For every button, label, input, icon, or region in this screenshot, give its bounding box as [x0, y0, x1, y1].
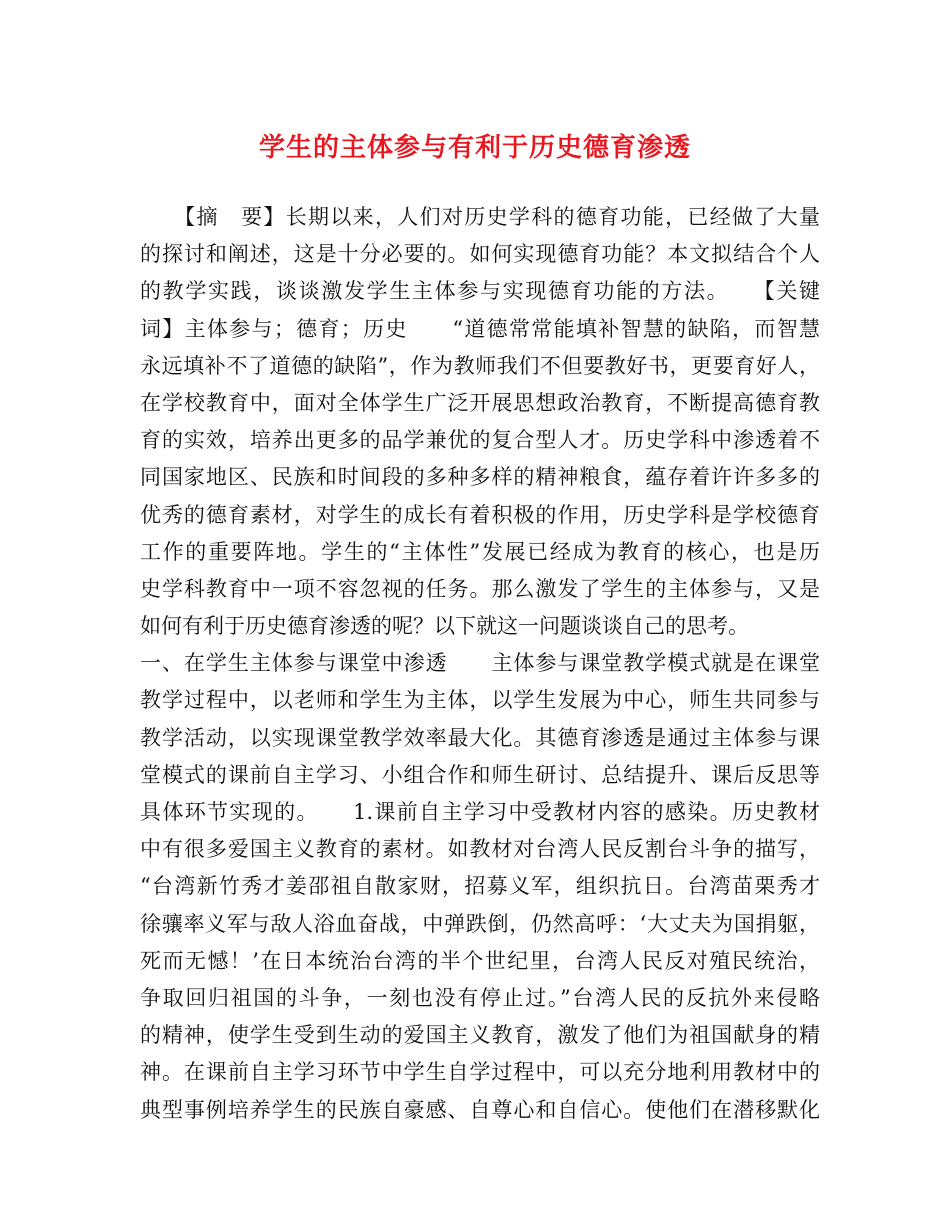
- body-line: 词】主体参与；德育；历史 “道德常常能填补智慧的缺陷，而智慧: [140, 316, 820, 341]
- document-body: [140, 199, 820, 1129]
- body-line: 教学过程中，以老师和学生为主体，以学生发展为中心，师生共同参与: [140, 688, 820, 713]
- body-line: 典型事例培养学生的民族自豪感、自尊心和自信心。使他们在潜移默化: [140, 1097, 820, 1122]
- body-line: 的精神，使学生受到生动的爱国主义教育，激发了他们为祖国献身的精: [140, 1023, 820, 1048]
- body-line: 永远填补不了道德的缺陷”，作为教师我们不但要教好书，更要育好人，: [140, 353, 820, 378]
- body-line: “台湾新竹秀才姜邵祖自散家财，招募义军，组织抗日。台湾苗栗秀才: [140, 874, 820, 899]
- body-line: 的探讨和阐述，这是十分必要的。如何实现德育功能？本文拟结合个人: [140, 242, 820, 267]
- body-line: 在学校教育中，面对全体学生广泛开展思想政治教育，不断提高德育教: [140, 390, 820, 415]
- body-line: 中有很多爱国主义教育的素材。如教材对台湾人民反割台斗争的描写，: [140, 837, 820, 862]
- body-line: 堂模式的课前自主学习、小组合作和师生研讨、总结提升、课后反思等: [140, 762, 820, 787]
- document-title: 学生的主体参与有利于历史德育渗透: [258, 133, 691, 163]
- body-line: 教学活动，以实现课堂教学效率最大化。其德育渗透是通过主体参与课: [140, 725, 820, 750]
- body-line: 如何有利于历史德育渗透的呢？以下就这一问题谈谈自己的思考。: [140, 614, 749, 639]
- body-line: 育的实效，培养出更多的品学兼优的复合型人才。历史学科中渗透着不: [140, 428, 820, 453]
- body-line: 神。在课前自主学习环节中学生自学过程中，可以充分地利用教材中的: [140, 1060, 820, 1085]
- body-line: 优秀的德育素材，对学生的成长有着积极的作用，历史学科是学校德育: [140, 502, 820, 527]
- body-line: 的教学实践，谈谈激发学生主体参与实现德育功能的方法。 【关键: [140, 279, 820, 304]
- section-heading-line: 一、在学生主体参与课堂中渗透 主体参与课堂教学模式就是在课堂: [140, 651, 820, 676]
- body-line: 争取回归祖国的斗争，一刻也没有停止过。”台湾人民的反抗外来侵略: [140, 985, 820, 1010]
- body-line: 徐骧率义军与敌人浴血奋战，中弹跌倒，仍然高呼：‘大丈夫为国捐躯，: [140, 911, 820, 936]
- body-line: 【摘 要】长期以来，人们对历史学科的德育功能，已经做了大量: [140, 205, 820, 229]
- body-line: 死而无憾！’在日本统治台湾的半个世纪里，台湾人民反对殖民统治，: [140, 948, 820, 973]
- body-line: 同国家地区、民族和时间段的多种多样的精神粮食，蕴存着许许多多的: [140, 465, 820, 490]
- body-line: 工作的重要阵地。学生的“主体性”发展已经成为教育的核心，也是历: [140, 539, 820, 564]
- body-line: 史学科教育中一项不容忽视的任务。那么激发了学生的主体参与，又是: [140, 576, 820, 601]
- body-line: 具体环节实现的。 1.课前自主学习中受教材内容的感染。历史教材: [140, 800, 820, 824]
